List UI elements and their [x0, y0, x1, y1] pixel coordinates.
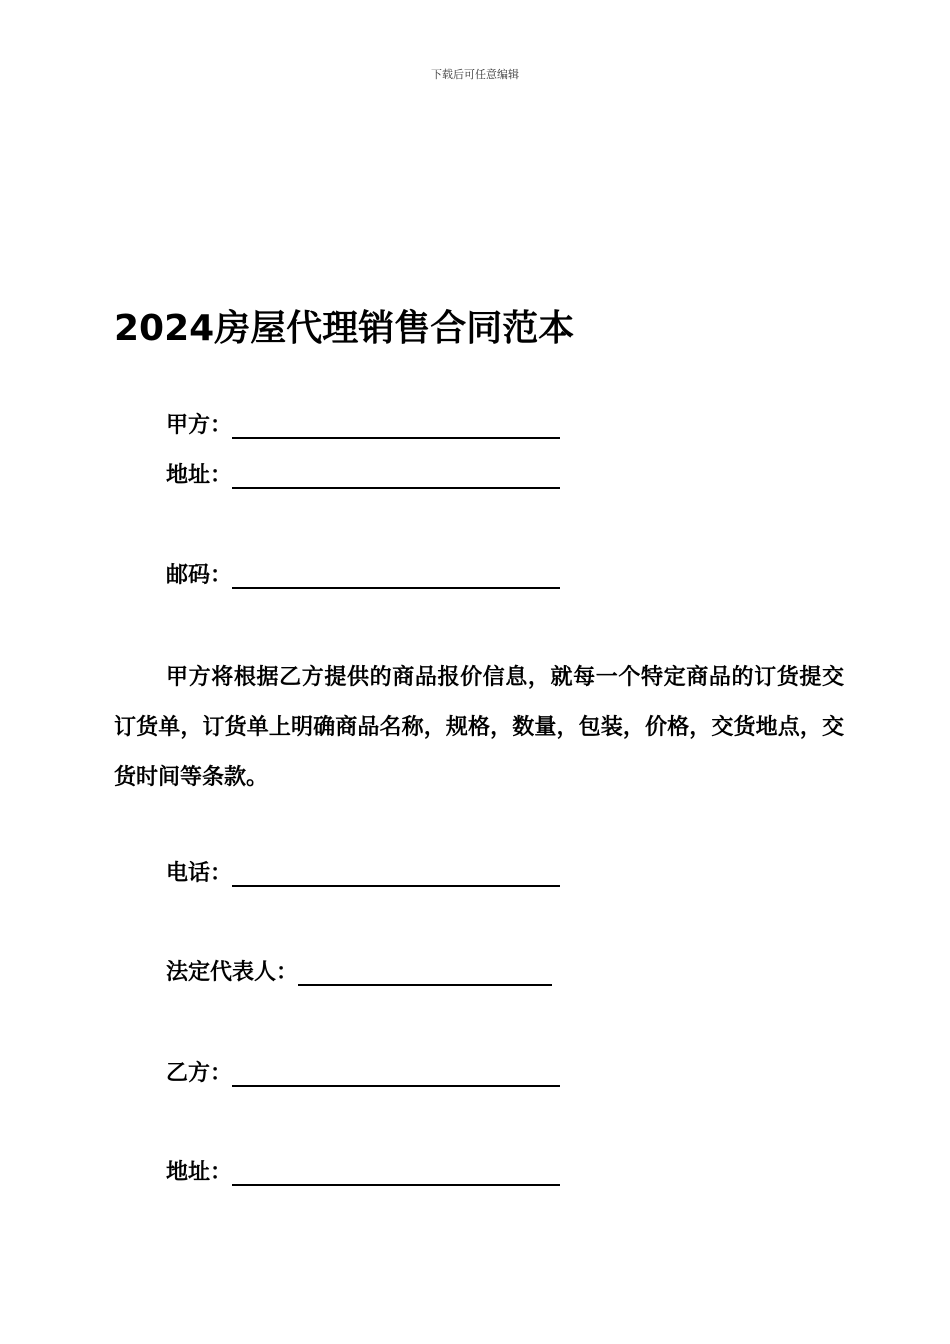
order-clause-paragraph: 甲方将根据乙方提供的商品报价信息，就每一个特定商品的订货提交订货单，订货单上明确商品名称，规格，数量，包装，价格，交货地点，交货时间等条款。	[114, 665, 844, 790]
postcode-blank-line[interactable]	[232, 561, 560, 589]
address-b-field	[166, 1155, 560, 1186]
address-a-label: 地址：	[166, 463, 233, 488]
postcode-field	[166, 558, 560, 589]
address-b-label: 地址：	[166, 1160, 233, 1185]
party-a-blank-line[interactable]	[232, 411, 560, 439]
address-a-field	[166, 458, 560, 489]
party-b-field	[166, 1056, 560, 1087]
postcode-label: 邮码：	[166, 563, 233, 588]
legal-rep-label: 法定代表人：	[166, 960, 299, 985]
legal-rep-blank-line[interactable]	[298, 958, 552, 986]
party-b-blank-line[interactable]	[232, 1059, 560, 1087]
page-header-note: 下载后可任意编辑	[431, 68, 519, 81]
legal-rep-field	[166, 955, 552, 986]
phone-field	[166, 856, 560, 887]
party-a-label: 甲方：	[166, 413, 233, 438]
phone-blank-line[interactable]	[232, 859, 560, 887]
party-a-field	[166, 408, 560, 439]
party-b-label: 乙方：	[166, 1061, 233, 1086]
document-title: 2024房屋代理销售合同范本	[114, 308, 575, 349]
phone-label: 电话：	[166, 861, 233, 886]
address-a-blank-line[interactable]	[232, 461, 560, 489]
address-b-blank-line[interactable]	[232, 1158, 560, 1186]
